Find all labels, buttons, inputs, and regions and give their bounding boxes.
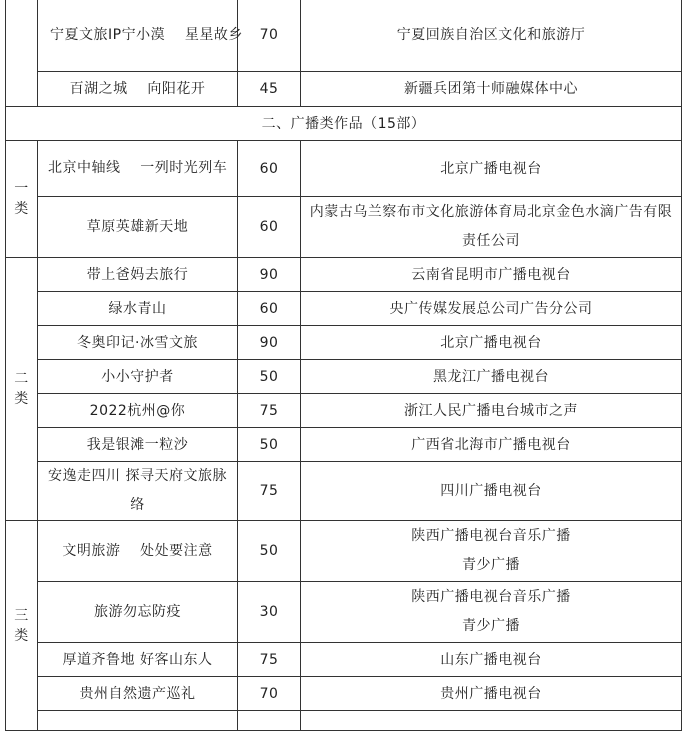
work-title: 文明旅游 处处要注意 (38, 521, 238, 582)
table-row (6, 141, 682, 197)
submitting-unit (301, 582, 682, 643)
submitting-unit: 北京广播电视台 (301, 141, 682, 197)
duration-value: 60 (238, 292, 301, 326)
submitting-unit: 新疆兵团第十师融媒体中心 (301, 72, 682, 107)
work-title: 小小守护者 (38, 360, 238, 394)
duration-value: 75 (238, 643, 301, 677)
duration-value: 50 (238, 521, 301, 582)
submitting-unit-line: 陕西广播电视台音乐广播 (411, 589, 571, 605)
table-row (6, 394, 682, 428)
duration-value: 50 (238, 360, 301, 394)
submitting-unit (301, 521, 682, 582)
duration-value: 75 (238, 394, 301, 428)
category-label-1: 一 类 (6, 141, 38, 258)
table-row (6, 643, 682, 677)
duration-value: 60 (238, 197, 301, 258)
duration-value: 30 (238, 582, 301, 643)
work-title: 贵州自然遗产巡礼 (38, 677, 238, 711)
table-row (6, 711, 682, 731)
work-title: 安逸走四川 探寻天府文旅脉络 (38, 462, 238, 521)
submitting-unit: 贵州广播电视台 (301, 677, 682, 711)
work-title: 厚道齐鲁地 好客山东人 (38, 643, 238, 677)
duration-value (238, 711, 301, 731)
duration-value: 90 (238, 326, 301, 360)
work-title: 带上爸妈去旅行 (38, 258, 238, 292)
table-row (6, 326, 682, 360)
submitting-unit: 浙江人民广播电台城市之声 (301, 394, 682, 428)
submitting-unit-line: 青少广播 (462, 557, 520, 573)
submitting-unit: 山东广播电视台 (301, 643, 682, 677)
work-title: 冬奥印记·冰雪文旅 (38, 326, 238, 360)
table-row (6, 677, 682, 711)
work-title: 草原英雄新天地 (38, 197, 238, 258)
section-header-row (6, 107, 682, 141)
category-label-3: 三 类 (6, 521, 38, 731)
work-title: 绿水青山 (38, 292, 238, 326)
submitting-unit: 内蒙古乌兰察布市文化旅游体育局北京金色水滴广告有限责任公司 (301, 197, 682, 258)
table-row (6, 521, 682, 582)
duration-value: 50 (238, 428, 301, 462)
submitting-unit (301, 711, 682, 731)
submitting-unit: 云南省昆明市广播电视台 (301, 258, 682, 292)
work-title: 2022杭州@你 (38, 394, 238, 428)
work-title: 我是银滩一粒沙 (38, 428, 238, 462)
table-row (6, 72, 682, 107)
submitting-unit: 央广传媒发展总公司广告分公司 (301, 292, 682, 326)
submitting-unit: 宁夏回族自治区文化和旅游厅 (301, 0, 682, 72)
table-row (6, 197, 682, 258)
category-cell-previous (6, 0, 38, 107)
table-row (6, 462, 682, 521)
duration-value: 60 (238, 141, 301, 197)
duration-value: 45 (238, 72, 301, 107)
duration-value: 70 (238, 677, 301, 711)
table-row (6, 582, 682, 643)
table-row (6, 428, 682, 462)
submitting-unit-line: 青少广播 (462, 618, 520, 634)
work-title: 宁夏文旅IP宁小漠 星星故乡 (38, 0, 238, 72)
duration-value: 75 (238, 462, 301, 521)
work-title (38, 711, 238, 731)
submitting-unit: 黑龙江广播电视台 (301, 360, 682, 394)
table-row (6, 0, 682, 72)
submitting-unit-line: 陕西广播电视台音乐广播 (411, 528, 571, 544)
duration-value: 90 (238, 258, 301, 292)
table-row (6, 292, 682, 326)
work-title: 旅游勿忘防疫 (38, 582, 238, 643)
work-title: 百湖之城 向阳花开 (38, 72, 238, 107)
submitting-unit: 北京广播电视台 (301, 326, 682, 360)
category-label-2: 二 类 (6, 258, 38, 521)
award-list-table (5, 0, 682, 731)
work-title: 北京中轴线 一列时光列车 (38, 141, 238, 197)
duration-value: 70 (238, 0, 301, 72)
submitting-unit: 广西省北海市广播电视台 (301, 428, 682, 462)
table-row (6, 360, 682, 394)
submitting-unit: 四川广播电视台 (301, 462, 682, 521)
table-row (6, 258, 682, 292)
section-title: 二、广播类作品（15部） (6, 107, 682, 141)
